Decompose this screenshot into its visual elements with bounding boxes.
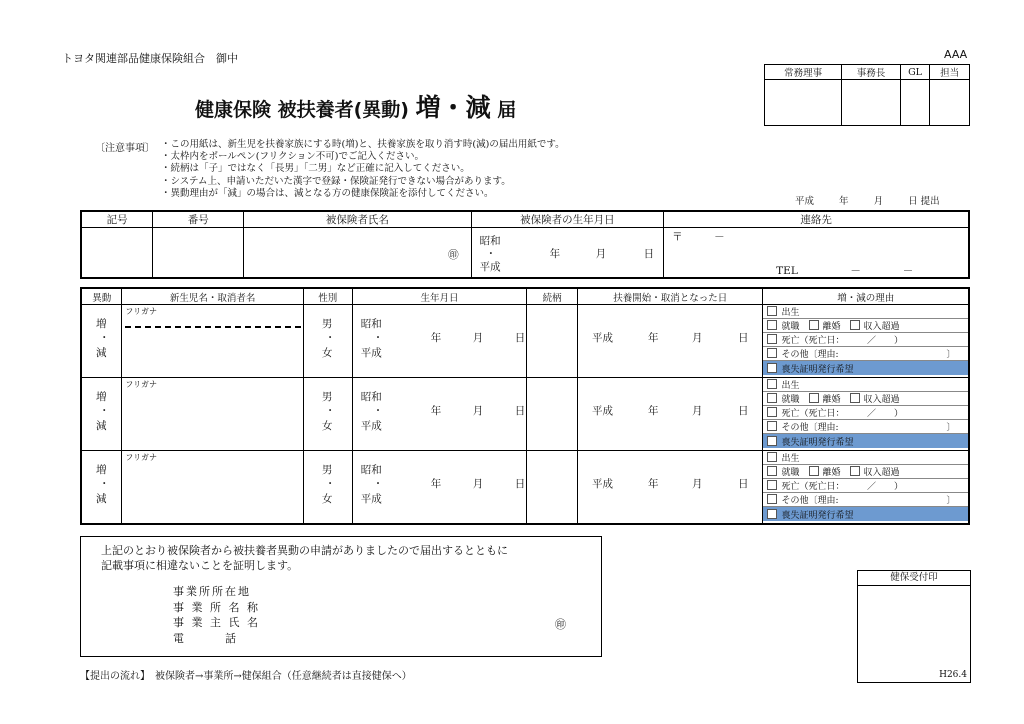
contact-field[interactable] (664, 228, 969, 279)
sex-cell[interactable] (303, 451, 352, 525)
reason-death-label: 死亡（死亡日： ／ ） (781, 482, 903, 492)
change-cell[interactable] (81, 378, 122, 451)
reason-death-label: 死亡（死亡日： ／ ） (781, 409, 903, 419)
telephone: TEL － － (776, 265, 914, 277)
title-emphasis: 増・減 (415, 93, 491, 122)
reason-death-label: 死亡（死亡日： ／ ） (781, 336, 903, 346)
checkbox[interactable] (767, 421, 777, 431)
reason-options (763, 451, 968, 521)
birth-era-heisei: 平成 (360, 420, 382, 432)
checkbox[interactable] (767, 452, 777, 462)
note-item: ・この用紙は、新生児を扶養家族にする時(増)と、扶養家族を取り消す時(減)の届出用紙です。 (161, 139, 565, 150)
start-month: 月 (692, 332, 703, 344)
certification-line: 上記のとおり被保険者から被扶養者異動の申請がありましたので届出するとともに (101, 544, 508, 557)
approval-header: 担当 (930, 65, 970, 80)
receipt-header: 健保受付印 (858, 571, 970, 586)
change-decrease: 減 (96, 420, 107, 432)
submission-month: 月 (873, 196, 884, 207)
birth-month: 月 (472, 478, 484, 490)
start-day: 日 (738, 332, 749, 344)
change-cell[interactable] (81, 305, 122, 378)
approval-header: GL (900, 65, 930, 80)
birth-era-heisei: 平成 (360, 493, 382, 505)
reason-loss-certificate-label: 喪失証明発行希望 (781, 510, 854, 521)
reason-other[interactable] (763, 420, 968, 434)
birth-era-separator: ・ (372, 405, 384, 417)
sex-female: 女 (321, 420, 333, 432)
checkbox[interactable] (767, 379, 777, 389)
form-title (195, 88, 516, 124)
reason-death[interactable] (763, 406, 968, 420)
checkbox[interactable] (767, 480, 777, 490)
start-month: 月 (692, 405, 703, 417)
reason-birth-label: 出生 (781, 381, 800, 391)
birth-era-showa: 昭和 (360, 318, 382, 330)
certification-line: 記載事項に相違ないことを証明します。 (101, 559, 299, 572)
notes-list (161, 139, 565, 200)
reason-death[interactable] (763, 479, 968, 493)
approval-header: 常務理事 (765, 65, 842, 80)
title-main: 健康保険 被扶養者(異動) (195, 99, 409, 121)
reason-cell (763, 451, 969, 525)
header-symbol: 記号 (81, 211, 153, 228)
dependent-row (81, 451, 969, 525)
reason-divorce-label: 離婚 (822, 395, 841, 405)
change-increase: 増 (96, 318, 107, 330)
employer-certification-box (80, 536, 602, 657)
start-date-cell[interactable] (578, 451, 763, 525)
checkbox[interactable] (850, 393, 860, 403)
sex-male: 男 (321, 391, 333, 403)
checkbox[interactable] (767, 436, 777, 446)
birth-date-cell[interactable] (352, 451, 526, 525)
checkbox[interactable] (809, 320, 819, 330)
reason-employment-label: 就職 (781, 468, 800, 478)
reason-loss-certificate-label: 喪失証明発行希望 (781, 364, 854, 375)
birth-day: 日 (643, 248, 655, 260)
birth-year: 年 (549, 248, 561, 260)
reason-birth[interactable] (763, 378, 968, 392)
header-contact: 連絡先 (664, 211, 969, 228)
dependent-row (81, 305, 969, 378)
approval-stamp-box[interactable] (765, 80, 842, 126)
reason-death[interactable] (763, 333, 968, 347)
reason-loss-certificate[interactable] (763, 434, 968, 449)
sex-cell[interactable] (303, 305, 352, 378)
birth-era-separator: ・ (372, 478, 384, 490)
phone-label[interactable]: 電 話 (173, 631, 238, 645)
birth-era-heisei: 平成 (360, 347, 382, 359)
reason-employment-label: 就職 (781, 395, 800, 405)
birth-year: 年 (430, 478, 442, 490)
change-decrease: 減 (96, 347, 107, 359)
start-day: 日 (738, 478, 749, 490)
reason-other[interactable] (763, 493, 968, 507)
start-era: 平成 (592, 405, 614, 417)
dependent-name-cell[interactable] (122, 305, 303, 378)
change-cell[interactable] (81, 451, 122, 525)
reason-loss-certificate[interactable] (763, 507, 968, 522)
reason-loss-certificate[interactable] (763, 361, 968, 376)
start-year: 年 (648, 405, 659, 417)
birth-era-separator: ・ (372, 332, 384, 344)
sex-cell[interactable] (303, 378, 352, 451)
form-version: H26.4 (939, 670, 967, 680)
change-separator: ・ (99, 405, 110, 417)
reason-options (763, 305, 968, 375)
reason-divorce-label: 離婚 (822, 322, 841, 332)
era-separator: ・ (485, 248, 497, 260)
receipt-stamp-box[interactable] (857, 570, 971, 683)
birth-day: 日 (514, 405, 526, 417)
start-era: 平成 (592, 332, 614, 344)
checkbox[interactable] (809, 466, 819, 476)
owner-name-label[interactable]: 事 業 主 氏 名 (173, 616, 260, 629)
change-decrease: 減 (96, 493, 107, 505)
start-year: 年 (648, 478, 659, 490)
birth-era-showa: 昭和 (360, 464, 382, 476)
birth-era-showa: 昭和 (360, 391, 382, 403)
relationship-cell[interactable] (527, 305, 578, 378)
change-increase: 増 (96, 464, 107, 476)
reason-other-label: その他〔理由: 〕 (781, 496, 956, 506)
employer-fields (173, 584, 260, 646)
form-code: AAA (944, 48, 968, 61)
birth-month: 月 (472, 405, 484, 417)
reason-options (763, 378, 968, 448)
reason-divorce-label: 離婚 (822, 468, 841, 478)
start-year: 年 (648, 332, 659, 344)
employer-seal-mark: ㊞ (555, 618, 566, 631)
reason-employment-divorce-income[interactable] (763, 319, 968, 333)
checkbox[interactable] (767, 466, 777, 476)
header-number: 番号 (153, 211, 244, 228)
birth-month: 月 (595, 248, 607, 260)
checkbox[interactable] (809, 393, 819, 403)
header-insured-name: 被保険者氏名 (244, 211, 471, 228)
approval-stamp-box[interactable] (900, 80, 930, 126)
checkbox[interactable] (767, 494, 777, 504)
note-item: ・異動理由が「減」の場合は、減となる方の健康保険証を添付してください。 (161, 187, 494, 199)
header-start-date: 扶養開始・取消となった日 (578, 288, 763, 305)
start-month: 月 (692, 478, 703, 490)
header-dependent-name: 新生児名・取消者名 (122, 288, 303, 305)
start-date-cell[interactable] (578, 305, 763, 378)
reason-cell (763, 305, 969, 378)
notes-label: 〔注意事項〕 (95, 143, 155, 154)
furigana-label: フリガナ (125, 453, 157, 462)
reason-birth[interactable] (763, 451, 968, 465)
approval-header: 事務長 (842, 65, 900, 80)
sex-separator: ・ (324, 405, 336, 417)
reason-birth-label: 出生 (781, 308, 800, 318)
checkbox[interactable] (767, 407, 777, 417)
relationship-cell[interactable] (527, 451, 578, 525)
approval-stamp-grid (764, 64, 970, 126)
sex-separator: ・ (324, 332, 336, 344)
sex-male: 男 (321, 318, 333, 330)
note-item: ・太枠内をボールペン(フリクション不可)でご記入ください。 (161, 151, 424, 163)
header-birth-date: 生年月日 (352, 288, 526, 305)
dependent-name-cell[interactable] (122, 451, 303, 525)
furigana-label: フリガナ (125, 307, 157, 316)
furigana-divider (125, 326, 301, 328)
approval-stamp-box[interactable] (842, 80, 900, 126)
birth-day: 日 (514, 478, 526, 490)
header-sex: 性別 (303, 288, 352, 305)
checkbox[interactable] (767, 334, 777, 344)
reason-employment-divorce-income[interactable] (763, 465, 968, 479)
reason-income-label: 収入超過 (863, 395, 900, 405)
start-day: 日 (738, 405, 749, 417)
birth-year: 年 (430, 405, 442, 417)
postal-code: 〒 － (672, 231, 725, 243)
reason-employment-divorce-income[interactable] (763, 392, 968, 406)
checkbox[interactable] (767, 320, 777, 330)
dependent-name-cell[interactable] (122, 378, 303, 451)
office-address-label[interactable]: 事業所所在地 (173, 585, 251, 598)
birth-month: 月 (472, 332, 484, 344)
submission-year: 年 (839, 196, 849, 207)
reason-other-label: その他〔理由: 〕 (781, 423, 956, 433)
certification-statement (101, 543, 508, 573)
reason-income-label: 収入超過 (863, 468, 900, 478)
header-relationship: 続柄 (527, 288, 578, 305)
submission-date[interactable] (795, 193, 940, 207)
birth-date-cell[interactable] (352, 305, 526, 378)
insured-name-field[interactable] (244, 228, 471, 279)
header-change: 異動 (81, 288, 122, 305)
checkbox[interactable] (767, 393, 777, 403)
change-separator: ・ (99, 478, 110, 490)
sex-male: 男 (321, 464, 333, 476)
checkbox[interactable] (767, 363, 777, 373)
submission-day: 日 提出 (908, 196, 940, 207)
seal-mark: ㊞ (448, 249, 459, 261)
checkbox[interactable] (850, 320, 860, 330)
era-showa: 昭和 (479, 235, 501, 247)
submission-flow: 【提出の流れ】 被保険者→事業所→健保組合（任意継続者は直接健保へ） (80, 671, 412, 682)
symbol-field[interactable] (81, 228, 153, 279)
insured-table (80, 210, 970, 279)
title-suffix: 届 (497, 99, 517, 121)
reason-income-label: 収入超過 (863, 322, 900, 332)
furigana-label: フリガナ (125, 380, 157, 389)
sex-female: 女 (321, 347, 333, 359)
number-field[interactable] (153, 228, 244, 279)
birth-date-cell[interactable] (352, 378, 526, 451)
header-reason: 増・減の理由 (763, 288, 969, 305)
reason-other[interactable] (763, 347, 968, 361)
dependent-row (81, 378, 969, 451)
checkbox[interactable] (767, 306, 777, 316)
change-separator: ・ (99, 332, 110, 344)
relationship-cell[interactable] (527, 378, 578, 451)
approval-stamp-box[interactable] (930, 80, 970, 126)
birth-year: 年 (430, 332, 442, 344)
checkbox[interactable] (767, 509, 777, 519)
change-increase: 増 (96, 391, 107, 403)
reason-other-label: その他〔理由: 〕 (781, 350, 956, 360)
sex-female: 女 (321, 493, 333, 505)
note-item: ・システム上、申請いただいた漢字で登録・保険証発行できない場合があります。 (161, 175, 511, 187)
sex-separator: ・ (324, 478, 336, 490)
checkbox[interactable] (850, 466, 860, 476)
dependents-table (80, 287, 970, 525)
reason-birth-label: 出生 (781, 454, 800, 464)
header-insured-birth: 被保険者の生年月日 (471, 211, 664, 228)
start-date-cell[interactable] (578, 378, 763, 451)
reason-birth[interactable] (763, 305, 968, 319)
addressee: トヨタ関連部品健康保険組合 御中 (62, 52, 238, 65)
reason-loss-certificate-label: 喪失証明発行希望 (781, 437, 854, 448)
submission-era: 平成 (795, 196, 815, 207)
era-heisei: 平成 (479, 261, 501, 273)
start-era: 平成 (592, 478, 614, 490)
birth-day: 日 (514, 332, 526, 344)
insured-birth-field[interactable] (471, 228, 664, 279)
office-name-label[interactable]: 事 業 所 名 称 (173, 600, 260, 614)
note-item: ・続柄は「子」ではなく「長男」「二男」など正確に記入してください。 (161, 163, 470, 175)
checkbox[interactable] (767, 348, 777, 358)
reason-cell (763, 378, 969, 451)
reason-employment-label: 就職 (781, 322, 800, 332)
